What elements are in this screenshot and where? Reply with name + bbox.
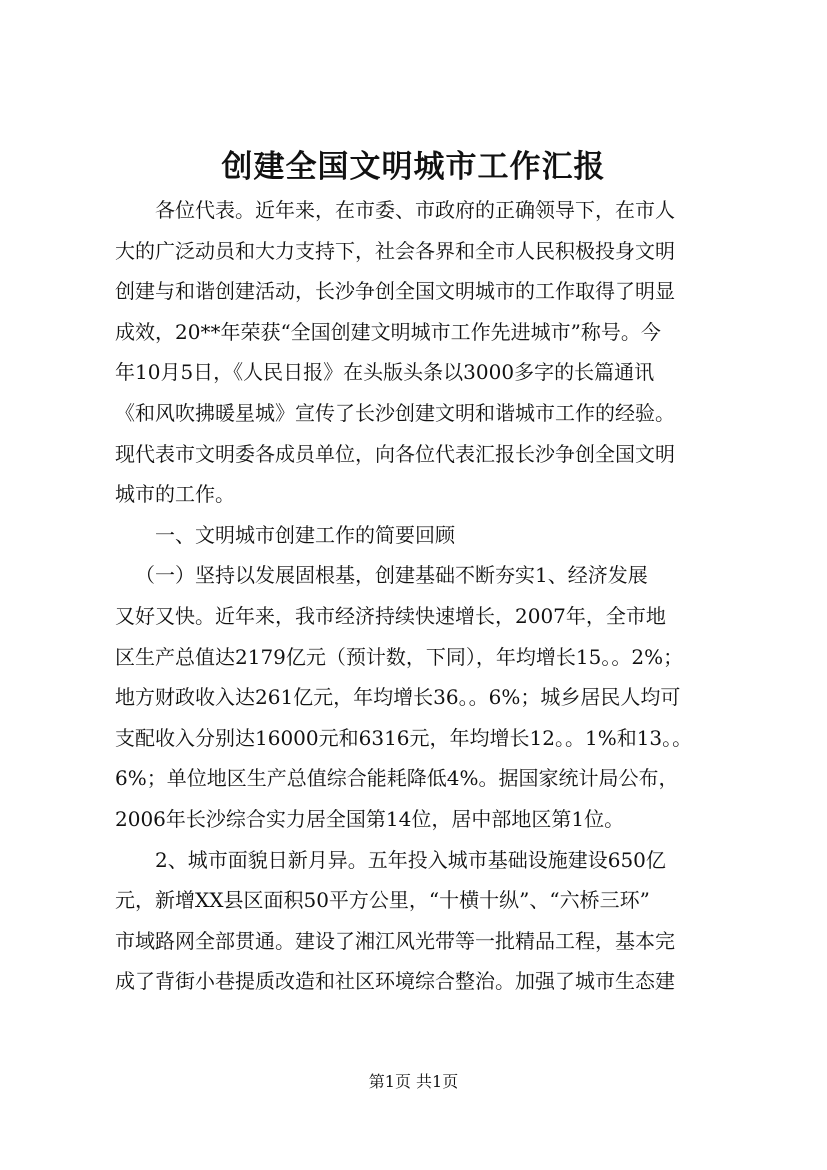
paragraph-line: 市域路网全部贯通。建设了湘江风光带等一批精品工程，基本完 bbox=[115, 928, 675, 953]
paragraph-line: 《和风吹拂暖星城》宣传了长沙创建文明和谐城市工作的经验。 bbox=[115, 400, 675, 425]
paragraph-line: 大的广泛动员和大力支持下，社会各界和全市人民积极投身文明 bbox=[115, 238, 675, 263]
paragraph-line: 元，新增XX县区面积50平方公里，“十横十纵”、“六桥三环” bbox=[115, 888, 650, 913]
paragraph-line: 区生产总值达2179亿元（预计数，下同），年均增长15。。2%； bbox=[115, 644, 684, 669]
paragraph-line: 2、城市面貌日新月异。五年投入城市基础设施建设650亿 bbox=[155, 847, 666, 872]
paragraph-line: 各位代表。近年来，在市委、市政府的正确领导下，在市人 bbox=[155, 198, 675, 222]
paragraph-line: 年10月5日，《人民日报》在头版头条以3000多字的长篇通讯 bbox=[115, 360, 655, 385]
paragraph-line: 创建与和谐创建活动，长沙争创全国文明城市的工作取得了明显 bbox=[115, 279, 675, 304]
paragraph-line: 地方财政收入达261亿元，年均增长36。。6%；城乡居民人均可 bbox=[115, 685, 681, 710]
paragraph-line: 6%；单位地区生产总值综合能耗降低4%。据国家统计局公布， bbox=[115, 766, 679, 791]
document-body bbox=[115, 190, 735, 1002]
paragraph-line: 2006年长沙综合实力居全国第14位，居中部地区第1位。 bbox=[115, 806, 625, 831]
paragraph-line: 又好又快。近年来，我市经济持续快速增长，2007年，全市地 bbox=[115, 603, 666, 628]
document-title: 创建全国文明城市工作汇报 bbox=[221, 149, 606, 185]
paragraph-line: 现代表市文明委各成员单位，向各位代表汇报长沙争创全国文明 bbox=[115, 441, 675, 466]
paragraph-line: 成效，20**年荣获“全国创建文明城市工作先进城市”称号。今 bbox=[115, 319, 661, 344]
section-heading: 一、文明城市创建工作的简要回顾 bbox=[155, 522, 455, 547]
paragraph-line: 支配收入分别达16000元和6316元，年均增长12。。1%和13。。 bbox=[115, 725, 693, 750]
paragraph-line: 城市的工作。 bbox=[115, 482, 235, 507]
page-footer: 第1页 共1页 bbox=[368, 1072, 459, 1091]
paragraph-line: 成了背街小巷提质改造和社区环境综合整治。加强了城市生态建 bbox=[115, 969, 675, 994]
paragraph-line: （一）坚持以发展固根基，创建基础不断夯实1、经济发展 bbox=[135, 563, 648, 588]
